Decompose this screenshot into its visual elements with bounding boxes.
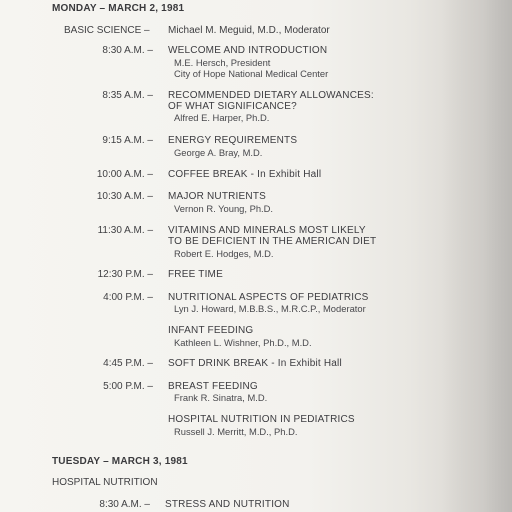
session-time: 10:00 A.M. – [96, 169, 153, 180]
session-time: 8:30 A.M. – [99, 499, 150, 510]
session-speaker: City of Hope National Medical Center [174, 68, 329, 79]
session-speaker: George A. Bray, M.D. [174, 147, 263, 158]
session-time: 4:45 P.M. – [103, 358, 153, 369]
monday-heading: MONDAY – MARCH 2, 1981 [52, 3, 185, 14]
tuesday-heading: TUESDAY – MARCH 3, 1981 [52, 456, 188, 467]
session-speaker: M.E. Hersch, President [174, 57, 271, 68]
session-speaker: Russell J. Merritt, M.D., Ph.D. [174, 426, 298, 437]
session-title: ENERGY REQUIREMENTS [168, 135, 298, 146]
session-title: COFFEE BREAK - In Exhibit Hall [168, 169, 322, 180]
session-time: 4:00 P.M. – [103, 292, 153, 303]
session-title: BREAST FEEDING [168, 381, 258, 392]
session-time: 11:30 A.M. – [97, 225, 153, 236]
session-speaker: Frank R. Sinatra, M.D. [174, 392, 268, 403]
session-speaker: Robert E. Hodges, M.D. [174, 248, 274, 259]
session-speaker: Vernon R. Young, Ph.D. [174, 203, 274, 214]
session-title: TO BE DEFICIENT IN THE AMERICAN DIET [168, 236, 377, 247]
session-title: SOFT DRINK BREAK - In Exhibit Hall [168, 358, 342, 369]
session-time: 5:00 P.M. – [103, 381, 153, 392]
session-title: WELCOME AND INTRODUCTION [168, 45, 328, 56]
section-hospital-nutrition: HOSPITAL NUTRITION [52, 477, 158, 488]
session-time: 10:30 A.M. – [96, 191, 153, 202]
session-time: 8:30 A.M. – [102, 45, 153, 56]
section-moderator: Michael M. Meguid, M.D., Moderator [168, 25, 330, 36]
session-title: OF WHAT SIGNIFICANCE? [168, 101, 297, 112]
session-title: RECOMMENDED DIETARY ALLOWANCES: [168, 90, 374, 101]
session-time: 12:30 P.M. – [97, 269, 153, 280]
session-title: HOSPITAL NUTRITION IN PEDIATRICS [168, 414, 355, 425]
session-title: NUTRITIONAL ASPECTS OF PEDIATRICS [168, 292, 369, 303]
page-edge-shadow [442, 0, 512, 512]
session-speaker: Lyn J. Howard, M.B.B.S., M.R.C.P., Moderator [174, 303, 366, 314]
section-basic-science: BASIC SCIENCE – [64, 25, 150, 36]
session-speaker: Alfred E. Harper, Ph.D. [174, 112, 270, 123]
session-time: 9:15 A.M. – [102, 135, 153, 146]
session-speaker: Kathleen L. Wishner, Ph.D., M.D. [174, 337, 312, 348]
session-title: FREE TIME [168, 269, 223, 280]
session-title: VITAMINS AND MINERALS MOST LIKELY [168, 225, 366, 236]
session-title: INFANT FEEDING [168, 325, 254, 336]
session-time: 8:35 A.M. – [102, 90, 153, 101]
session-title: STRESS AND NUTRITION [165, 499, 290, 510]
session-title: MAJOR NUTRIENTS [168, 191, 266, 202]
